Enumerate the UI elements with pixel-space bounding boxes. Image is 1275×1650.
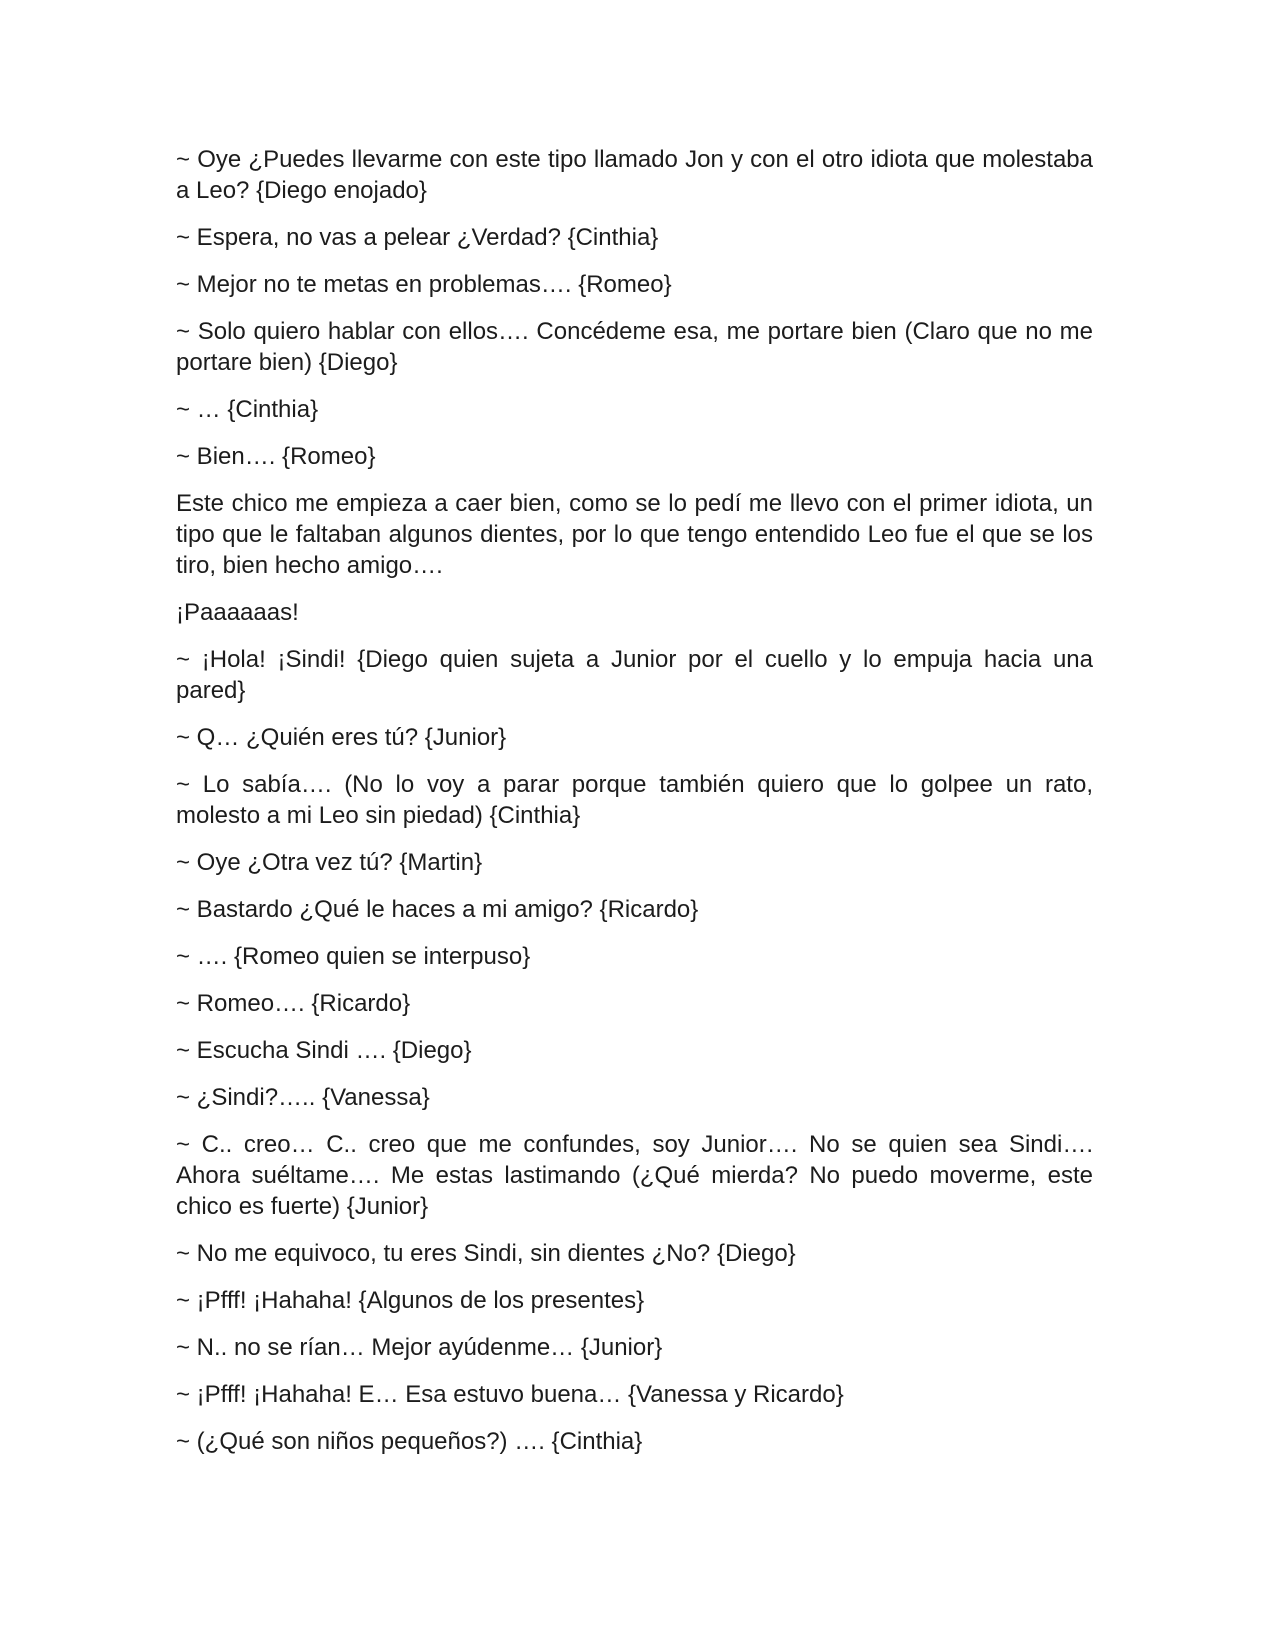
paragraph-4: ~ Solo quiero hablar con ellos…. Concédeme esa, me portare bien (Claro que no me portare bien) {Diego}	[176, 318, 1093, 376]
paragraph-13: ~ Bastardo ¿Qué le haces a mi amigo? {Ricardo}	[176, 896, 699, 923]
paragraph-22: ~ ¡Pfff! ¡Hahaha! E… Esa estuvo buena… {Vanessa y Ricardo}	[176, 1381, 844, 1408]
document-page	[176, 144, 1093, 1473]
paragraph-6: ~ Bien…. {Romeo}	[176, 443, 376, 470]
paragraph-7: Este chico me empieza a caer bien, como se lo pedí me llevo con el primer idiota, un tipo que le faltaban algunos dientes, por lo que tengo entendido Leo fue el que se los tiro, bien hecho amigo….	[176, 490, 1093, 579]
paragraph-21: ~ N.. no se rían… Mejor ayúdenme… {Junior}	[176, 1334, 663, 1361]
paragraph-23: ~ (¿Qué son niños pequeños?) …. {Cinthia}	[176, 1428, 643, 1455]
paragraph-14: ~ …. {Romeo quien se interpuso}	[176, 943, 531, 970]
paragraph-17: ~ ¿Sindi?….. {Vanessa}	[176, 1084, 430, 1111]
paragraph-19: ~ No me equivoco, tu eres Sindi, sin dientes ¿No? {Diego}	[176, 1240, 796, 1267]
paragraph-12: ~ Oye ¿Otra vez tú? {Martin}	[176, 849, 483, 876]
paragraph-18: ~ C.. creo… C.. creo que me confundes, soy Junior…. No se quien sea Sindi…. Ahora suéltame…. Me estas lastimando (¿Qué mierda? No puedo moverme, este chico es fuerte) {Junior}	[176, 1131, 1093, 1220]
paragraph-2: ~ Espera, no vas a pelear ¿Verdad? {Cinthia}	[176, 224, 659, 251]
paragraph-5: ~ … {Cinthia}	[176, 396, 319, 423]
paragraph-15: ~ Romeo…. {Ricardo}	[176, 990, 411, 1017]
paragraph-9: ~ ¡Hola! ¡Sindi! {Diego quien sujeta a Junior por el cuello y lo empuja hacia una pared}	[176, 646, 1093, 704]
paragraph-16: ~ Escucha Sindi …. {Diego}	[176, 1037, 472, 1064]
paragraph-3: ~ Mejor no te metas en problemas…. {Romeo}	[176, 271, 672, 298]
paragraph-10: ~ Q… ¿Quién eres tú? {Junior}	[176, 724, 507, 751]
paragraph-11: ~ Lo sabía…. (No lo voy a parar porque también quiero que lo golpee un rato, molesto a mi Leo sin piedad) {Cinthia}	[176, 771, 1093, 829]
paragraph-8: ¡Paaaaaas!	[176, 599, 299, 626]
paragraph-20: ~ ¡Pfff! ¡Hahaha! {Algunos de los presentes}	[176, 1287, 645, 1314]
paragraph-1: ~ Oye ¿Puedes llevarme con este tipo llamado Jon y con el otro idiota que molestaba a Leo? {Diego enojado}	[176, 146, 1093, 204]
